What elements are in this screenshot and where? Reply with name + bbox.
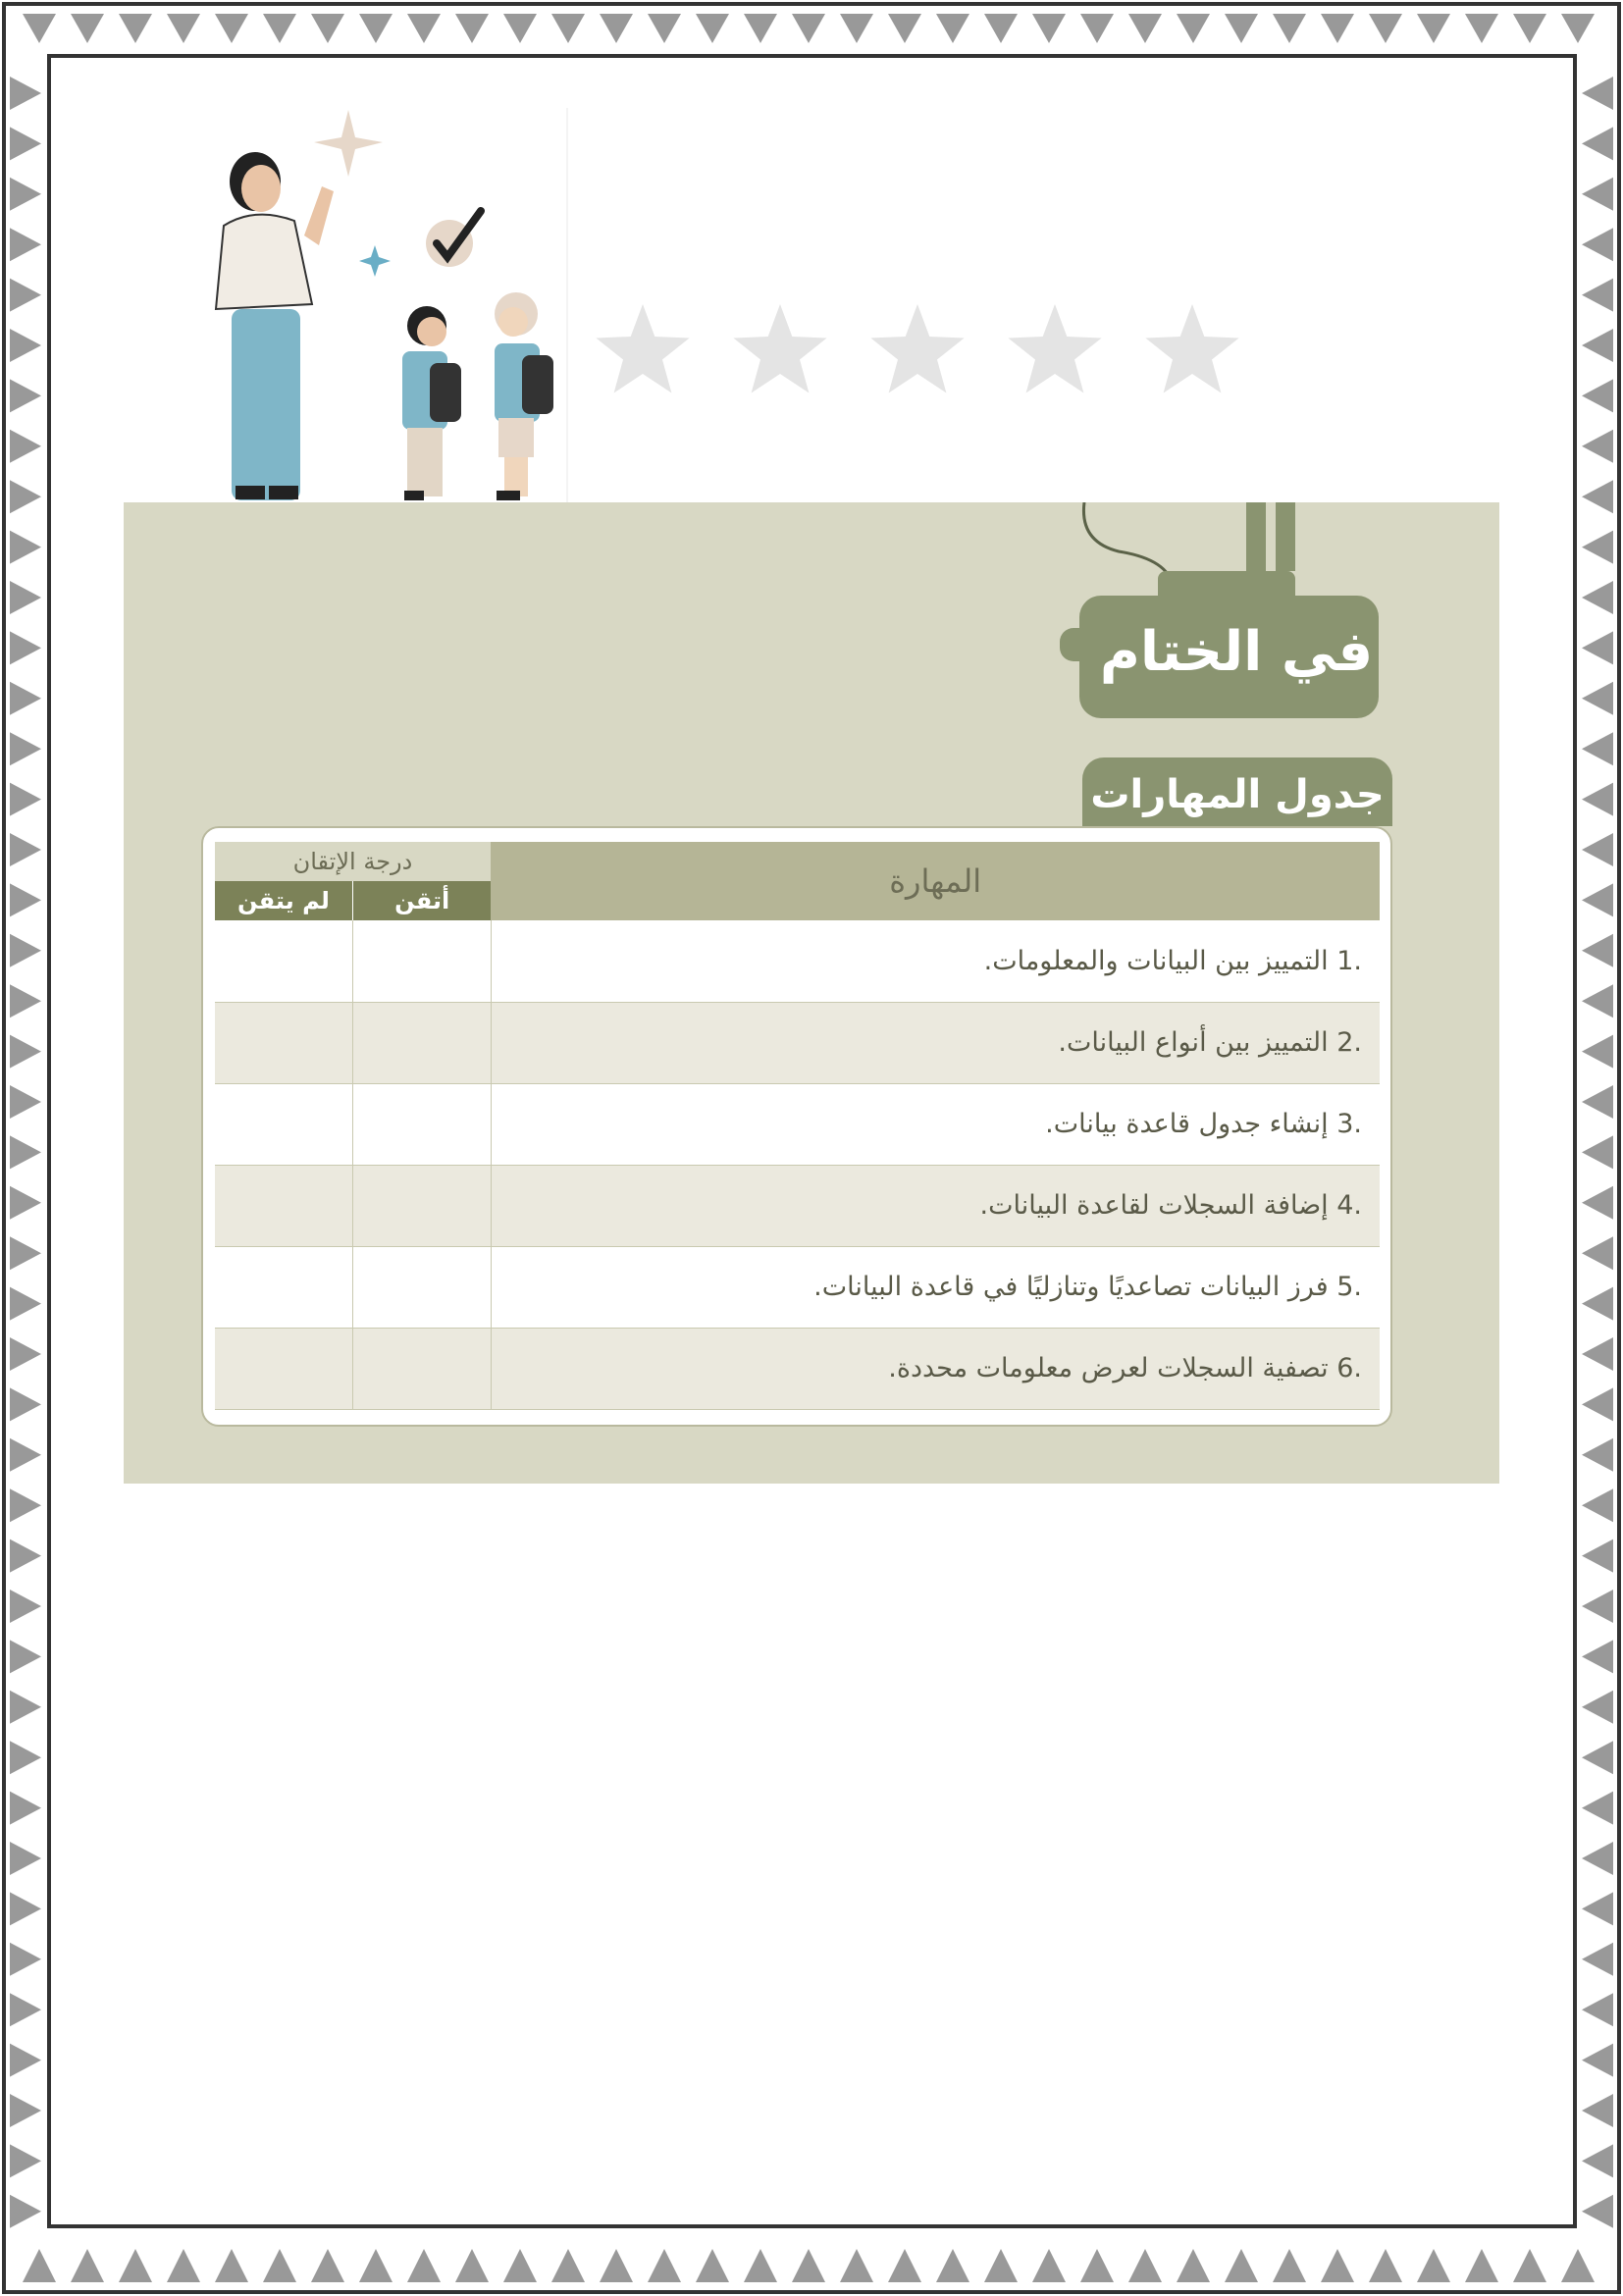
border-triangle bbox=[23, 2249, 56, 2282]
border-triangle bbox=[551, 2249, 585, 2282]
border-triangle bbox=[936, 2249, 969, 2282]
border-triangle bbox=[1582, 1035, 1613, 1069]
border-triangle bbox=[10, 1186, 41, 1220]
border-triangle bbox=[263, 14, 296, 43]
border-triangle bbox=[1369, 2249, 1402, 2282]
star-icon[interactable] bbox=[733, 304, 826, 393]
border-triangle bbox=[10, 1993, 41, 2026]
mastered-cell[interactable] bbox=[352, 1083, 491, 1165]
border-triangle bbox=[10, 1892, 41, 1925]
border-triangle bbox=[10, 127, 41, 160]
border-triangle bbox=[1582, 430, 1613, 463]
header-mastery-degree: درجة الإتقان bbox=[215, 842, 492, 881]
border-triangle bbox=[1582, 1186, 1613, 1220]
section-tab-label: جدول المهارات bbox=[1090, 772, 1385, 817]
not-mastered-cell[interactable] bbox=[215, 920, 353, 1002]
not-mastered-cell[interactable] bbox=[215, 1002, 353, 1083]
border-triangle bbox=[1582, 1337, 1613, 1371]
table-row bbox=[215, 920, 1381, 1002]
border-triangle bbox=[551, 14, 585, 43]
border-triangle bbox=[10, 1691, 41, 1724]
border-triangle bbox=[10, 1387, 41, 1421]
table-row bbox=[215, 1328, 1381, 1409]
border-triangle bbox=[10, 1943, 41, 1976]
mastered-cell[interactable] bbox=[352, 1002, 491, 1083]
border-triangle bbox=[10, 1842, 41, 1875]
skill-cell: .5 فرز البيانات تصاعديًا وتنازليًا في قاعدة البيانات. bbox=[491, 1246, 1380, 1328]
border-triangle bbox=[215, 2249, 248, 2282]
border-triangle bbox=[215, 14, 248, 43]
border-triangle bbox=[119, 2249, 152, 2282]
border-triangle bbox=[1582, 2044, 1613, 2077]
border-triangle bbox=[10, 228, 41, 261]
border-triangle bbox=[1561, 14, 1595, 43]
border-triangle bbox=[1177, 2249, 1210, 2282]
border-triangle bbox=[984, 14, 1018, 43]
header-mastered: أتقن bbox=[352, 881, 491, 920]
border-triangle bbox=[1582, 984, 1613, 1018]
border-triangle bbox=[1417, 2249, 1450, 2282]
border-triangle bbox=[167, 14, 200, 43]
border-triangle bbox=[10, 1488, 41, 1522]
page-title: في الختام bbox=[1099, 620, 1374, 684]
border-triangle bbox=[1032, 14, 1066, 43]
border-triangle bbox=[600, 2249, 633, 2282]
border-triangle bbox=[1080, 2249, 1114, 2282]
table-row bbox=[215, 1083, 1381, 1165]
border-triangle bbox=[10, 1792, 41, 1825]
mastered-cell[interactable] bbox=[352, 1328, 491, 1409]
border-triangle bbox=[936, 14, 969, 43]
border-triangle bbox=[1582, 2144, 1613, 2177]
border-triangle bbox=[10, 1035, 41, 1069]
border-triangle bbox=[840, 14, 873, 43]
border-triangle bbox=[10, 178, 41, 211]
border-triangle bbox=[1032, 2249, 1066, 2282]
border-triangle bbox=[1582, 228, 1613, 261]
border-triangle bbox=[1321, 2249, 1354, 2282]
border-triangle bbox=[10, 1640, 41, 1673]
border-triangle bbox=[455, 14, 489, 43]
border-triangle bbox=[648, 14, 681, 43]
border-triangle bbox=[1177, 14, 1210, 43]
border-triangle bbox=[1582, 1539, 1613, 1573]
border-triangle bbox=[1128, 2249, 1162, 2282]
border-triangle bbox=[1582, 1135, 1613, 1169]
border-triangle bbox=[1582, 1842, 1613, 1875]
border-triangle bbox=[1582, 1792, 1613, 1825]
border-triangle bbox=[888, 14, 921, 43]
border-triangle bbox=[10, 934, 41, 967]
border-triangle bbox=[10, 1590, 41, 1623]
border-triangle bbox=[10, 2044, 41, 2077]
border-triangle bbox=[359, 2249, 393, 2282]
border-triangle bbox=[10, 2195, 41, 2228]
table-row bbox=[215, 1002, 1381, 1083]
border-triangle bbox=[792, 14, 825, 43]
border-triangle bbox=[1321, 14, 1354, 43]
border-triangle bbox=[407, 2249, 441, 2282]
border-triangle bbox=[696, 2249, 729, 2282]
border-triangle bbox=[10, 480, 41, 513]
border-triangle bbox=[1513, 14, 1546, 43]
border-triangle bbox=[600, 14, 633, 43]
border-triangle bbox=[407, 14, 441, 43]
border-triangle bbox=[10, 1438, 41, 1472]
border-triangle bbox=[1582, 732, 1613, 765]
border-triangle bbox=[10, 682, 41, 715]
border-triangle bbox=[10, 833, 41, 866]
not-mastered-cell[interactable] bbox=[215, 1246, 353, 1328]
table-row bbox=[215, 1165, 1381, 1246]
border-triangle bbox=[1582, 1892, 1613, 1925]
border-triangle bbox=[10, 2144, 41, 2177]
border-triangle bbox=[10, 581, 41, 614]
border-triangle bbox=[10, 379, 41, 412]
border-triangle bbox=[1465, 2249, 1498, 2282]
border-triangle bbox=[10, 732, 41, 765]
border-triangle bbox=[792, 2249, 825, 2282]
border-triangle bbox=[1582, 631, 1613, 664]
border-triangle bbox=[1582, 1590, 1613, 1623]
header-not-mastered: لم يتقن bbox=[215, 881, 353, 920]
border-triangle bbox=[648, 2249, 681, 2282]
border-triangle bbox=[1273, 2249, 1306, 2282]
border-triangle bbox=[1582, 1287, 1613, 1321]
border-triangle bbox=[263, 2249, 296, 2282]
border-triangle bbox=[1582, 77, 1613, 110]
border-triangle bbox=[1273, 14, 1306, 43]
border-triangle bbox=[1582, 2094, 1613, 2127]
not-mastered-cell[interactable] bbox=[215, 1328, 353, 1409]
border-triangle bbox=[359, 14, 393, 43]
border-triangle bbox=[10, 77, 41, 110]
border-triangle bbox=[71, 14, 104, 43]
border-triangle bbox=[503, 14, 537, 43]
border-triangle bbox=[10, 1236, 41, 1270]
border-triangle bbox=[1582, 1488, 1613, 1522]
border-triangle bbox=[1582, 178, 1613, 211]
border-triangle bbox=[984, 2249, 1018, 2282]
border-triangle bbox=[1582, 682, 1613, 715]
border-triangle bbox=[10, 2094, 41, 2127]
border-triangle bbox=[10, 1135, 41, 1169]
skills-table bbox=[214, 842, 1380, 1410]
border-triangle bbox=[744, 2249, 777, 2282]
border-triangle bbox=[1582, 1640, 1613, 1673]
not-mastered-cell[interactable] bbox=[215, 1083, 353, 1165]
border-triangle bbox=[10, 783, 41, 816]
skill-cell: .1 التمييز بين البيانات والمعلومات. bbox=[491, 920, 1380, 1002]
border-triangle bbox=[1582, 581, 1613, 614]
border-triangle bbox=[1225, 14, 1258, 43]
border-triangle bbox=[71, 2249, 104, 2282]
star-icon[interactable] bbox=[596, 304, 689, 393]
border-triangle bbox=[1582, 279, 1613, 312]
border-triangle bbox=[1582, 480, 1613, 513]
table-row bbox=[215, 1246, 1381, 1328]
border-triangle bbox=[1582, 329, 1613, 362]
border-triangle bbox=[167, 2249, 200, 2282]
border-triangle bbox=[1582, 1691, 1613, 1724]
border-triangle bbox=[744, 14, 777, 43]
border-triangle bbox=[311, 14, 344, 43]
border-triangle bbox=[696, 14, 729, 43]
border-triangle bbox=[10, 631, 41, 664]
border-triangle bbox=[1225, 2249, 1258, 2282]
border-triangle bbox=[10, 1741, 41, 1774]
border-triangle bbox=[1582, 1993, 1613, 2026]
mastered-cell[interactable] bbox=[352, 1165, 491, 1246]
border-triangle bbox=[455, 2249, 489, 2282]
border-triangle bbox=[311, 2249, 344, 2282]
rating-stars bbox=[589, 299, 1256, 407]
border-triangle bbox=[10, 1337, 41, 1371]
border-triangle bbox=[1417, 14, 1450, 43]
border-triangle bbox=[1582, 1236, 1613, 1270]
skill-cell: .2 التمييز بين أنواع البيانات. bbox=[491, 1002, 1380, 1083]
border-triangle bbox=[1582, 1387, 1613, 1421]
border-triangle bbox=[23, 14, 56, 43]
border-triangle bbox=[888, 2249, 921, 2282]
border-triangle bbox=[1582, 934, 1613, 967]
skill-cell: .6 تصفية السجلات لعرض معلومات محددة. bbox=[491, 1328, 1380, 1409]
skill-cell: .3 إنشاء جدول قاعدة بيانات. bbox=[491, 1083, 1380, 1165]
border-triangle bbox=[1369, 14, 1402, 43]
border-triangle bbox=[10, 531, 41, 564]
border-triangle bbox=[1582, 1943, 1613, 1976]
border-triangle bbox=[10, 1287, 41, 1321]
border-triangle bbox=[10, 984, 41, 1018]
border-triangle bbox=[1582, 379, 1613, 412]
border-triangle bbox=[1582, 1741, 1613, 1774]
border-triangle bbox=[503, 2249, 537, 2282]
border-triangle bbox=[10, 329, 41, 362]
mastered-cell[interactable] bbox=[352, 920, 491, 1002]
border-triangle bbox=[1513, 2249, 1546, 2282]
border-triangle bbox=[1080, 14, 1114, 43]
header-skill: المهارة bbox=[491, 842, 1380, 920]
border-triangle bbox=[1582, 1085, 1613, 1119]
not-mastered-cell[interactable] bbox=[215, 1165, 353, 1246]
border-triangle bbox=[10, 1539, 41, 1573]
mastered-cell[interactable] bbox=[352, 1246, 491, 1328]
border-triangle bbox=[1582, 833, 1613, 866]
border-triangle bbox=[1582, 783, 1613, 816]
border-triangle bbox=[10, 279, 41, 312]
border-triangle bbox=[1465, 14, 1498, 43]
border-triangle bbox=[840, 2249, 873, 2282]
star-icon[interactable] bbox=[1145, 304, 1238, 393]
star-icon[interactable] bbox=[1008, 304, 1101, 393]
border-triangle bbox=[1582, 127, 1613, 160]
border-triangle bbox=[119, 14, 152, 43]
border-triangle bbox=[1582, 2195, 1613, 2228]
skill-cell: .4 إضافة السجلات لقاعدة البيانات. bbox=[491, 1165, 1380, 1246]
border-triangle bbox=[10, 1085, 41, 1119]
border-triangle bbox=[1582, 531, 1613, 564]
teacher-students-illustration bbox=[196, 98, 569, 510]
border-triangle bbox=[1128, 14, 1162, 43]
border-triangle bbox=[10, 883, 41, 916]
border-triangle bbox=[1582, 883, 1613, 916]
star-icon[interactable] bbox=[870, 304, 964, 393]
border-triangle bbox=[10, 430, 41, 463]
border-triangle bbox=[1582, 1438, 1613, 1472]
border-triangle bbox=[1561, 2249, 1595, 2282]
